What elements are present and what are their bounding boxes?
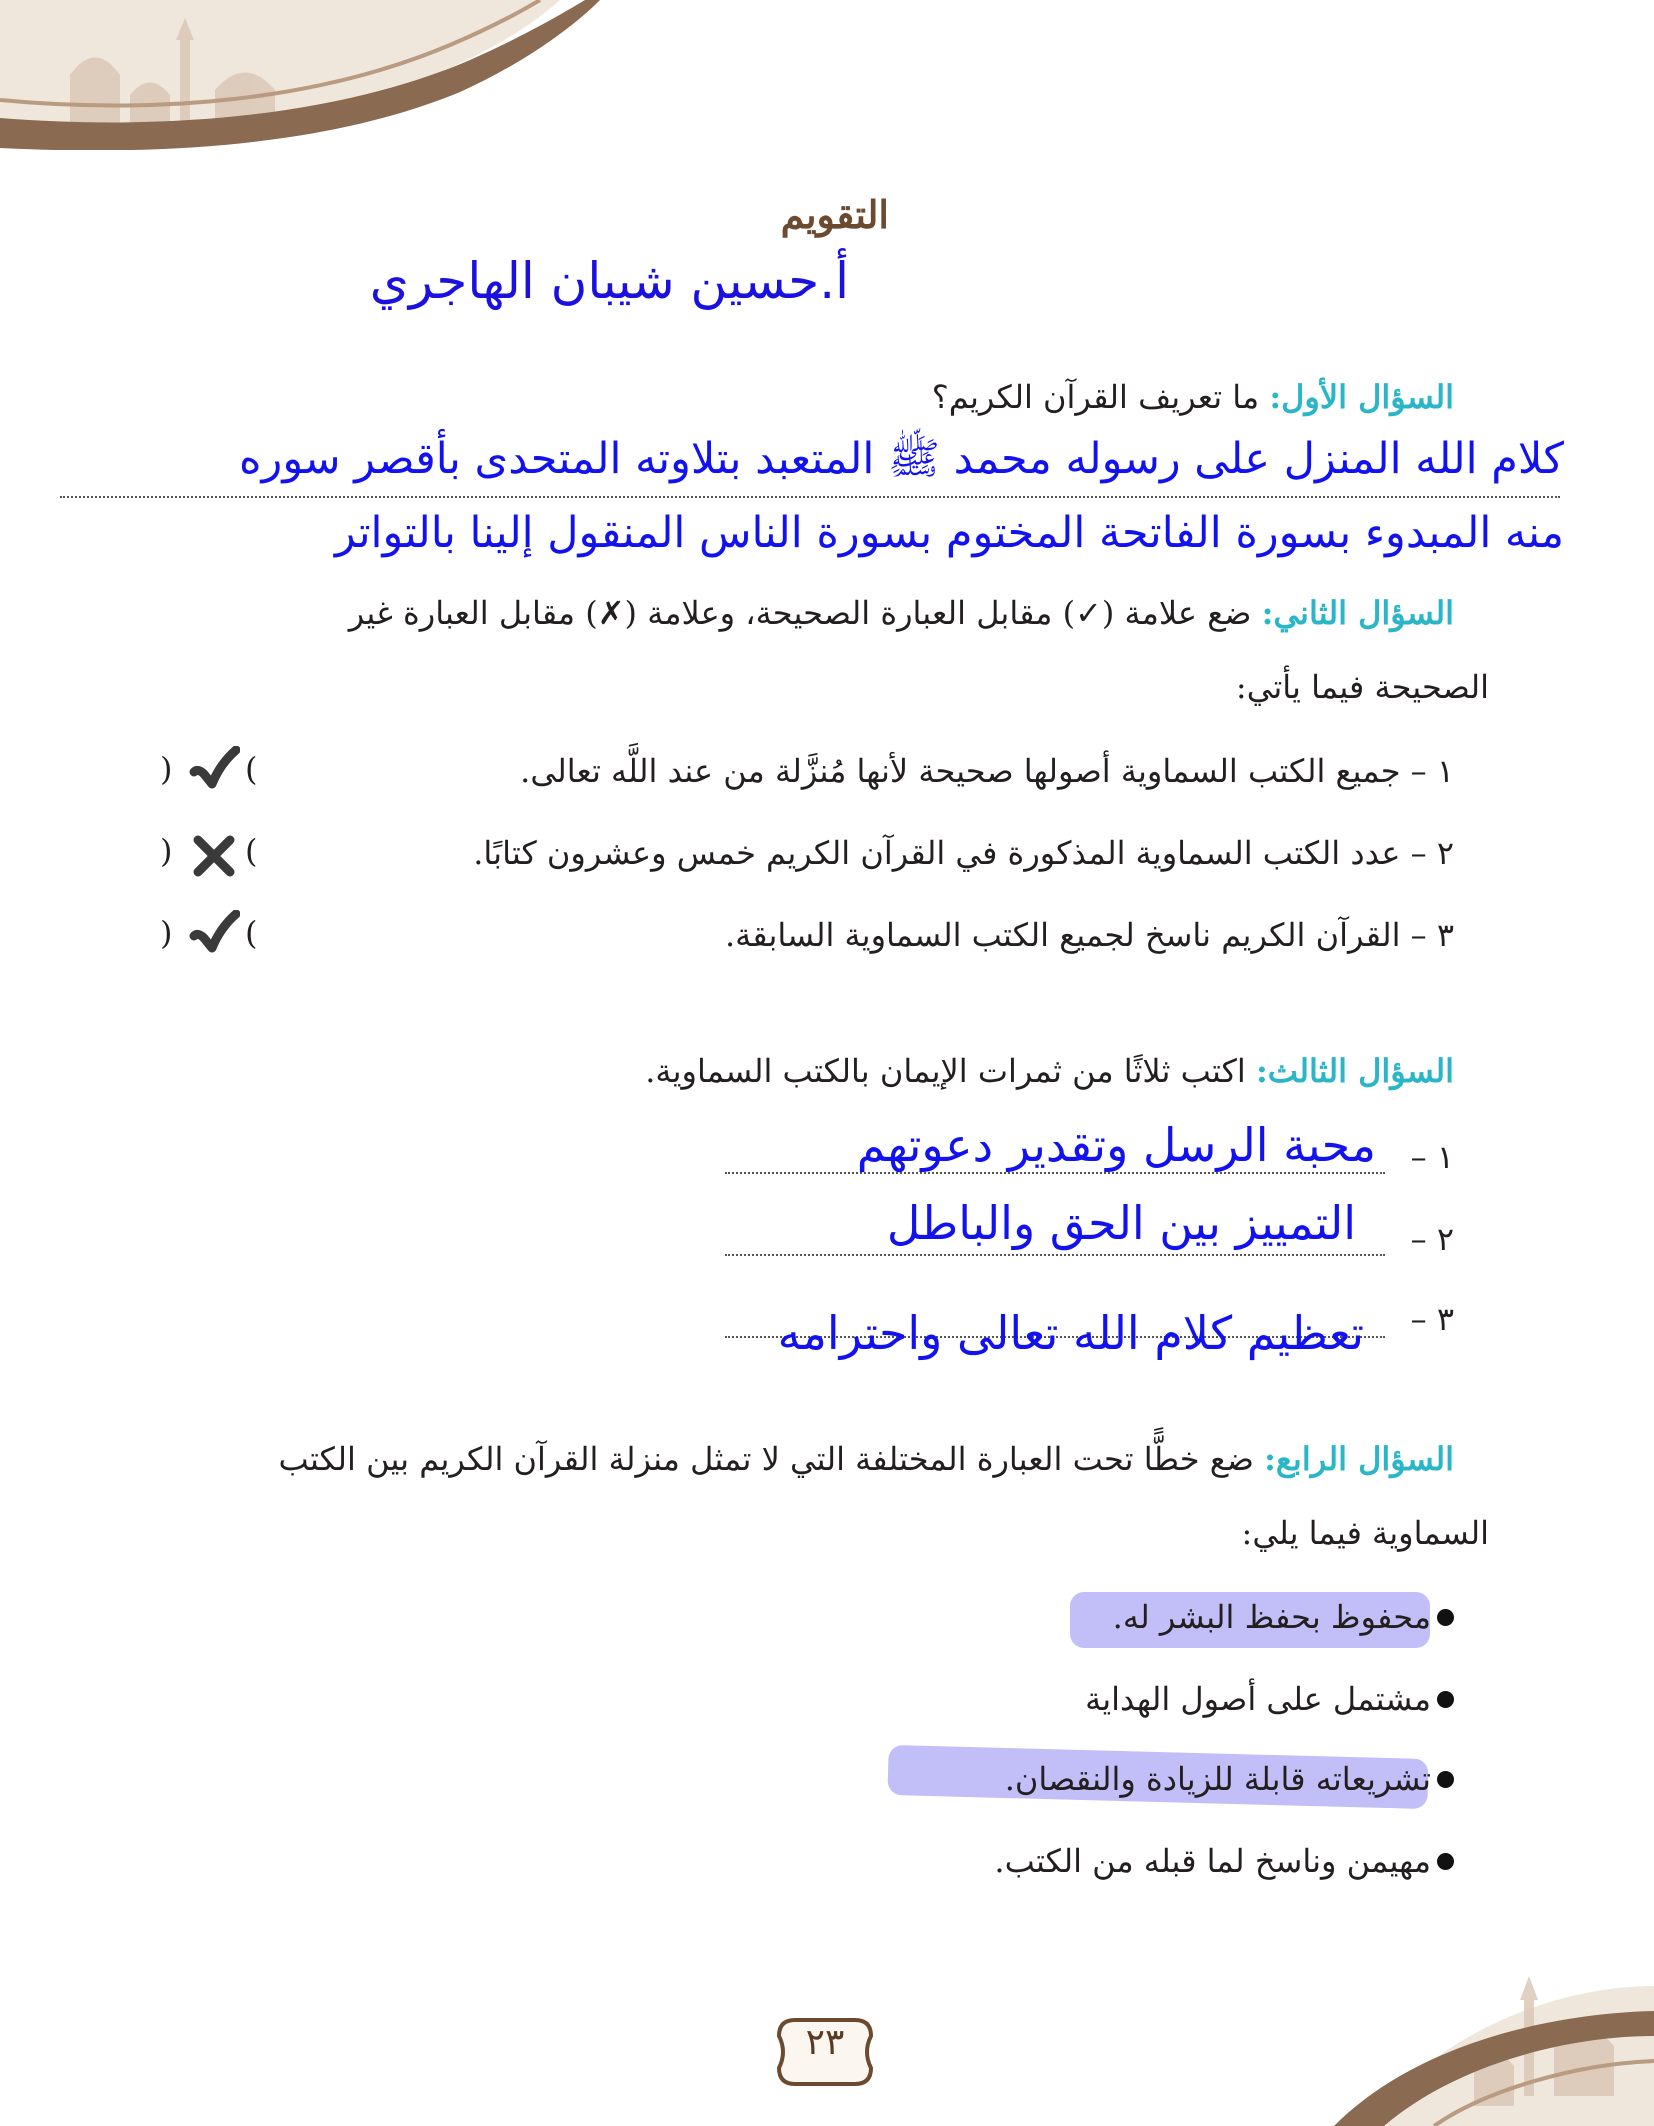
question-3-text: اكتب ثلاثًا من ثمرات الإيمان بالكتب السماوية. [645, 1052, 1246, 1090]
question-4 [279, 1440, 1454, 1478]
bottom-right-ornament [1184, 1966, 1654, 2126]
answer-3-text-2: التمييز بين الحق والباطل [886, 1196, 1356, 1250]
paren-close: ( [245, 832, 258, 870]
question-1-text: ما تعريف القرآن الكريم؟ [931, 378, 1260, 416]
answer-3-num-3: ٣ – [1410, 1300, 1454, 1338]
bullet-text-4: مهيمن وناسخ لما قبله من الكتب. [994, 1842, 1431, 1880]
bullet-icon [1437, 1691, 1454, 1708]
statement-1: ١ – جميع الكتب السماوية أصولها صحيحة لأنها مُنزَّلة من عند اللَّه تعالى. [520, 752, 1454, 790]
bullet-item-1 [1113, 1598, 1454, 1636]
question-1-label: السؤال الأول: [1269, 378, 1454, 416]
statement-2: ٢ – عدد الكتب السماوية المذكورة في القرآن الكريم خمس وعشرون كتابًا. [473, 834, 1454, 872]
answer-box-2[interactable] [160, 826, 260, 886]
question-2 [349, 594, 1454, 632]
check-mark-icon [188, 910, 240, 962]
question-4-text-2: السماوية فيما يلي: [1241, 1514, 1489, 1552]
bullet-text-2: مشتمل على أصول الهداية [1085, 1680, 1431, 1718]
top-left-ornament [0, 0, 600, 150]
question-4-text-1: ضع خطًّا تحت العبارة المختلفة التي لا تمثل منزلة القرآن الكريم بين الكتب [278, 1440, 1254, 1478]
answer-1-line-2: منه المبدوء بسورة الفاتحة المختوم بسورة الناس المنقول إلينا بالتواتر [334, 508, 1564, 558]
page-number: ٢٣ [805, 2022, 845, 2063]
paren-open: ) [160, 750, 173, 788]
answer-3-text-3: تعظيم كلام الله تعالى واحترامه [777, 1306, 1364, 1360]
statement-3: ٣ – القرآن الكريم ناسخ لجميع الكتب السماوية السابقة. [724, 916, 1454, 954]
bullet-text-1: محفوظ بحفظ البشر له. [1112, 1598, 1431, 1636]
answer-box-3[interactable] [160, 908, 260, 968]
paren-close: ( [245, 914, 258, 952]
question-2-text-1: ضع علامة (✓) مقابل العبارة الصحيحة، وعلامة (✗) مقابل العبارة غير [348, 594, 1252, 632]
bullet-item-3 [1005, 1760, 1454, 1798]
bullet-text-3: تشريعاته قابلة للزيادة والنقصان. [1004, 1760, 1431, 1798]
bullet-item-2 [1085, 1680, 1454, 1718]
answer-1-dotline-1 [60, 496, 1560, 498]
page-title: التقويم [780, 192, 889, 237]
question-2-label: السؤال الثاني: [1261, 594, 1454, 632]
answer-3-num-1: ١ – [1410, 1138, 1454, 1176]
answer-3-dotline-1 [725, 1172, 1385, 1174]
paren-open: ) [160, 914, 173, 952]
bullet-icon [1437, 1609, 1454, 1626]
question-3 [645, 1052, 1454, 1090]
answer-3-num-2: ٢ – [1410, 1220, 1454, 1258]
answer-1-line-1: كلام الله المنزل على رسوله محمد ﷺ المتعبد بتلاوته المتحدى بأقصر سوره [239, 434, 1564, 484]
bullet-icon [1437, 1853, 1454, 1870]
question-2-text-2: الصحيحة فيما يأتي: [1235, 668, 1489, 706]
bullet-icon [1437, 1771, 1454, 1788]
cross-mark-icon [188, 830, 240, 882]
author-name: أ.حسين شيبان الهاجري [369, 252, 849, 310]
answer-3-text-1: محبة الرسل وتقدير دعوتهم [856, 1118, 1376, 1172]
question-3-label: السؤال الثالث: [1255, 1052, 1454, 1090]
question-4-label: السؤال الرابع: [1264, 1440, 1454, 1478]
answer-box-1[interactable] [160, 744, 260, 804]
answer-3-dotline-2 [725, 1254, 1385, 1256]
question-1 [932, 378, 1454, 416]
paren-open: ) [160, 832, 173, 870]
check-mark-icon [188, 746, 240, 798]
bullet-item-4 [994, 1842, 1454, 1880]
paren-close: ( [245, 750, 258, 788]
